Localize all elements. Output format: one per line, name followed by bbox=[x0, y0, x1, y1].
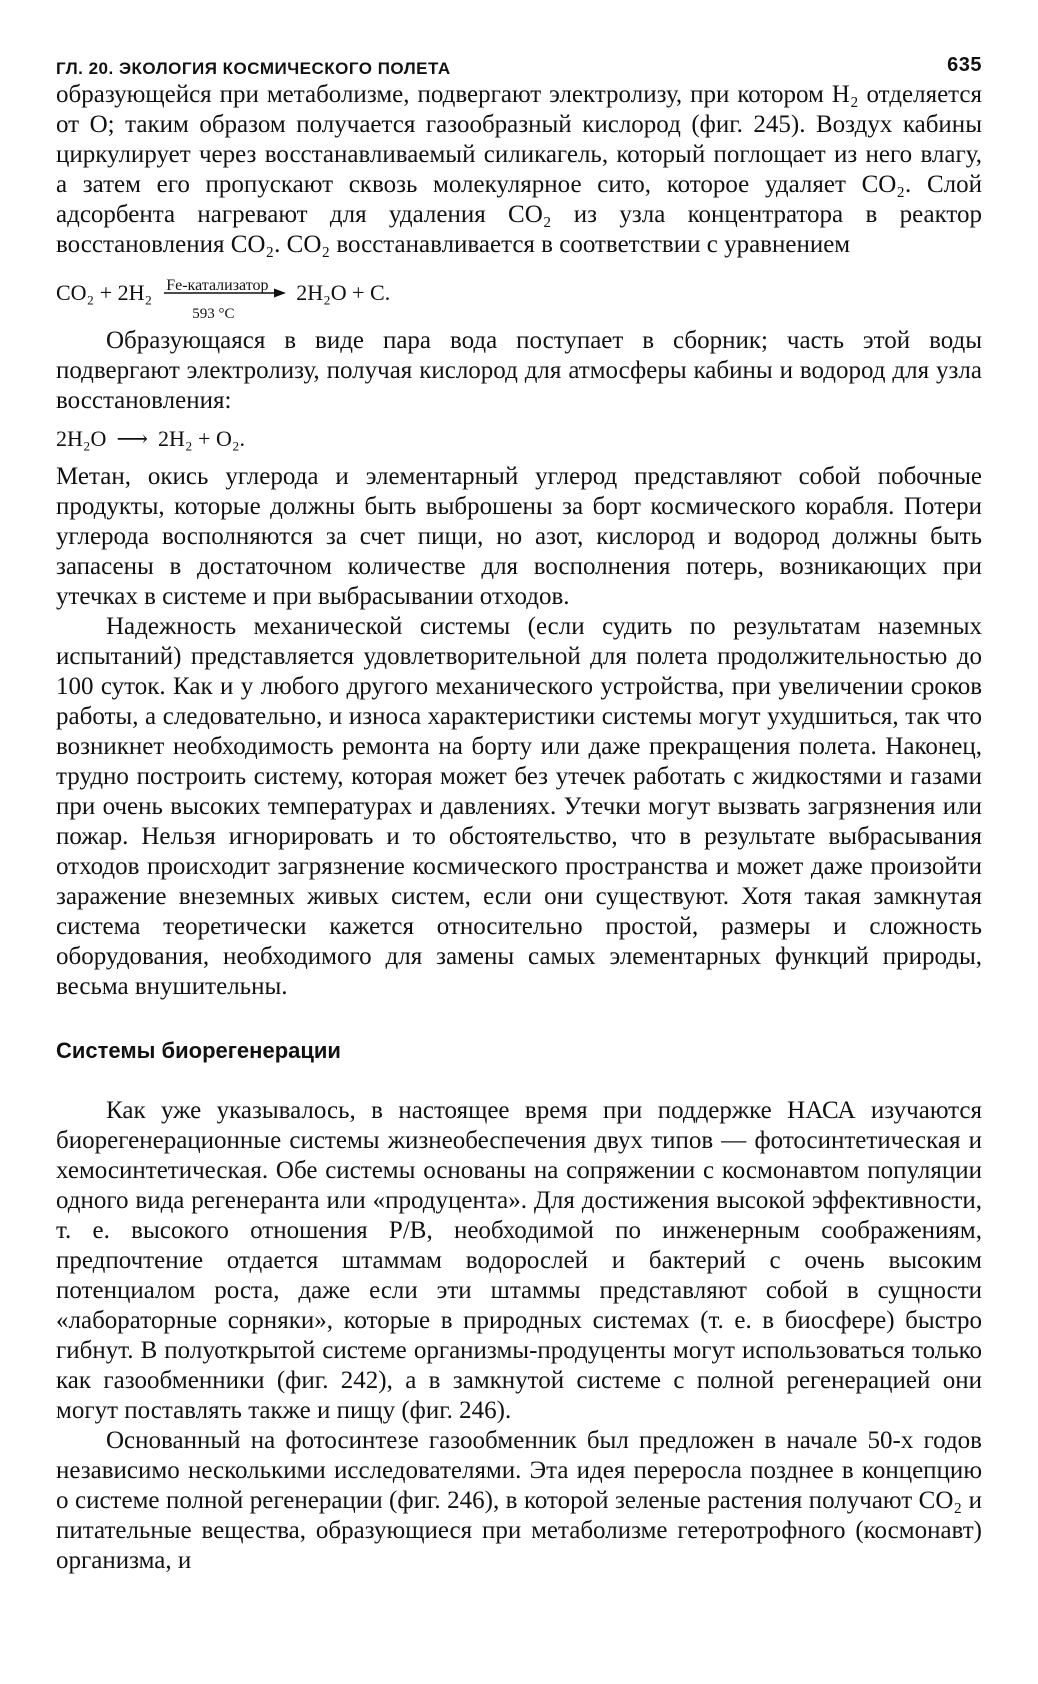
paragraph-water-vapor: Образующаяся в виде пара вода поступает в сборник; часть этой воды подвергают электролизу, получая кислород для атмосферы кабины и водород для узла восстановления: bbox=[56, 327, 982, 414]
right-arrow-icon: ⟶ bbox=[116, 426, 148, 451]
reaction-arrow bbox=[160, 271, 288, 322]
right-arrow-icon bbox=[160, 287, 288, 299]
paragraph-byproducts: Метан, окись углерода и элементарный углерод представляют собой побочные продукты, которые должны быть выброшены за борт космического корабля. Потери углерода восполняются за счет пищи, но азот, кислород и водород должны быть запасены в достаточном количестве для восполнения потерь, возникающих при утечках в системе и при выбрасывании отходов. bbox=[56, 463, 982, 610]
page-number: 635 bbox=[947, 54, 982, 76]
catalyst-label: Fe-катализатор bbox=[166, 277, 269, 294]
equation-water-electrolysis bbox=[56, 422, 982, 456]
running-title: ГЛ. 20. ЭКОЛОГИЯ КОСМИЧЕСКОГО ПОЛЕТА bbox=[56, 59, 451, 78]
equation-co2-reduction bbox=[56, 270, 982, 322]
section-title: Системы биорегенерации bbox=[56, 1038, 341, 1063]
paragraph-photosynthesis: Основанный на фотосинтезе газообменник был предложен в начале 50-х годов независимо несколькими исследователями. Эта идея переросла позднее в концепцию о системе полной регенерации (фиг. 246), в которой зеленые растения получают CO₂ и питательные вещества, образующиеся при метаболизме гетеротрофного (космонавт) организма, и bbox=[56, 1427, 982, 1574]
equation-right-side: 2H₂ + O₂. bbox=[158, 426, 246, 451]
paragraph-reliability: Надежность механической системы (если судить по результатам наземных испытаний) представляется удовлетворительной для полета продолжительностью до 100 суток. Как и у любого другого механического устройства, при увеличении сроков работы, а следовательно, и износа характеристики системы могут ухудшиться, так что возникнет необходимость ремонта на борту или даже прекращения полета. Наконец, трудно построить систему, которая может без утечек работать с жидкостями и газами при очень высоких температурах и давлениях. Утечки могут вызвать загрязнения или пожар. Нельзя игнорировать и то обстоятельство, что в результате выбрасывания отходов происходит загрязнение космического пространства и может даже произойти заражение внеземных живых систем, если они существуют. Хотя такая замкнутая система теоретически кажется относительно простой, размеры и сложность оборудования, необходимого для замены самых элементарных функций природы, весьма внушительны. bbox=[56, 613, 982, 1000]
paragraph-bioregeneration: Как уже указывалось, в настоящее время при поддержке НАСА изучаются биорегенерационные системы жизнеобеспечения двух типов — фотосинтетическая и хемосинтетическая. Обе системы основаны на сопряжении с космонавтом популяции одного вида регенеранта или «продуцента». Для достижения высокой эффективности, т. е. высокого отношения P/B, необходимой по инженерным соображениям, предпочтение отдается штаммам водорослей и бактерий с очень высоким потенциалом роста, даже если эти штаммы представляют собой в сущности «лабораторные сорняки», которые в природных системах (т. е. в биосфере) быстро гибнут. В полуоткрытой системе организмы-продуценты могут использоваться только как газообменники (фиг. 242), а в замкнутой системе с полной регенерацией они могут поставлять также и пищу (фиг. 246). bbox=[56, 1097, 982, 1424]
equation-left-side: CO₂ + 2H₂ bbox=[56, 280, 153, 305]
paragraph-electrolysis: образующейся при метаболизме, подвергают электролизу, при котором H₂ отделяется от O; таким образом получается газообразный кислород (фиг. 245). Воздух кабины циркулирует через восстанавливаемый силикагель, который поглощает из него влагу, а затем его пропускают сквозь молекулярное сито, которое удаляет CO₂. Слой адсорбента нагревают для удаления CO₂ из узла концентратора в реактор восстановления CO₂. CO₂ восстанавливается в соответствии с уравнением bbox=[56, 81, 982, 258]
equation-right-side: 2H₂O + C. bbox=[296, 280, 391, 305]
equation-left-side: 2H₂O bbox=[56, 426, 107, 451]
page-header bbox=[56, 36, 982, 80]
temperature-label: 593 °C bbox=[192, 306, 235, 322]
book-page bbox=[56, 36, 982, 1656]
